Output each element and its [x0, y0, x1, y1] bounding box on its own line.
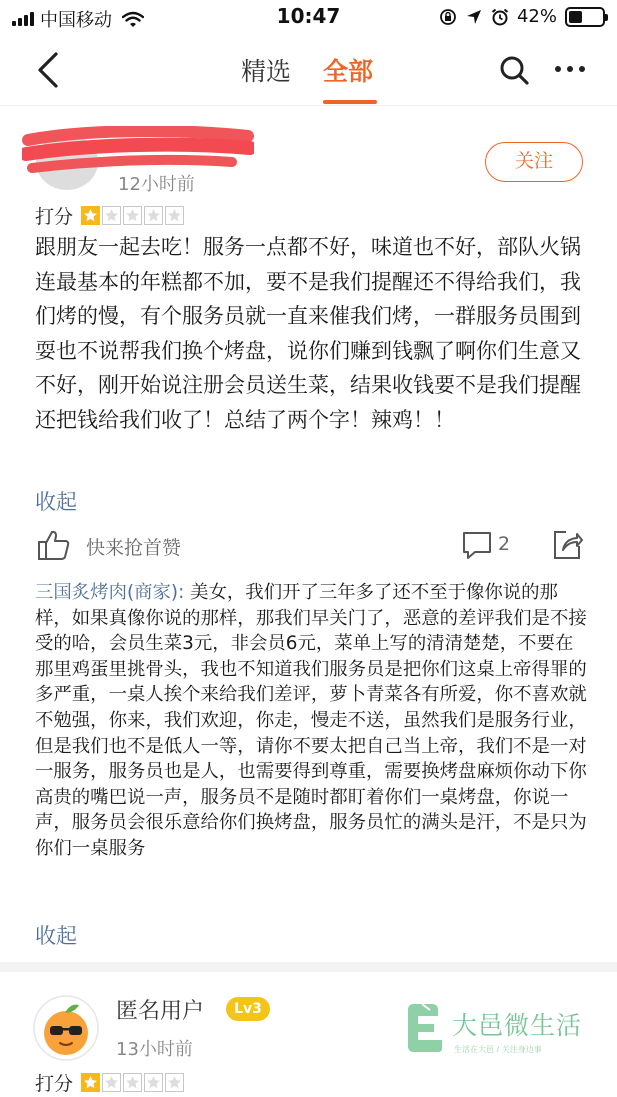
review-body: 跟朋友一起去吃！服务一点都不好，味道也不好，部队火锅连最基本的年糕都不加，要不是我们提醒还不得给我们，我们烤的慢，有个服务员就一直来催我们烤，一群服务员围到耍也不说帮我们换个烤盘，说你们赚到钱飘了啊你们生意又不好，刚开始说注册会员送生菜，结果收钱要不是我们提醒还把钱给我们收了！总结了两个字！辣鸡！！ — [35, 235, 581, 432]
share-icon[interactable] — [553, 528, 583, 560]
star-rating — [81, 206, 184, 225]
status-bar — [0, 0, 617, 36]
like-hint[interactable]: 快来抢首赞 — [86, 537, 182, 559]
thumbs-up-icon[interactable] — [37, 528, 71, 562]
back-chevron-icon[interactable] — [30, 48, 70, 92]
watermark-slogan: 生活在大邑 / 关注身边事 — [454, 1045, 542, 1054]
merchant-reply-text: 美女，我们开了三年多了还不至于像你说的那样，如果真像你说的那样，那我们早关门了，恶意的差评我们是不接受的哈，会员生菜3元，非会员6元，菜单上写的清清楚楚，不要在那里鸡蛋里挑骨头，我也不知道我们服务员是把你们这桌上帝得罪的多严重，一桌人挨个来给我们差评，萝卜青菜各有所爱，你不喜欢就不勉强，你来，我们欢迎，你走，慢走不送，虽然我们是服务行业，但是我们也不是低人一等，请你不要太把自己当上帝，我们不是一对一服务，服务员也是人，也需要得到尊重，需要换烤盘麻烦你动下你高贵的嘴巴说一声，服务员不是随时都盯着你们一桌烤盘，你说一声，服务员会很乐意给你们换烤盘，服务员忙的满头是汗，不是只为你们一桌服务 — [35, 582, 587, 859]
review-time: 12小时前 — [118, 174, 195, 195]
nav-bar — [0, 36, 617, 106]
star-icon — [81, 1073, 100, 1092]
location-icon — [465, 8, 483, 26]
section-divider — [0, 962, 617, 972]
watermark — [402, 1002, 602, 1060]
star-icon — [123, 206, 142, 225]
rating-label: 打分 — [35, 206, 74, 228]
star-icon — [102, 1073, 121, 1092]
collapse-reply-link[interactable]: 收起 — [35, 924, 77, 948]
watermark-title: 大邑微生活 — [452, 1011, 583, 1040]
battery-icon — [565, 7, 605, 27]
status-right — [439, 6, 605, 27]
star-icon — [102, 206, 121, 225]
alarm-icon — [491, 8, 509, 26]
merchant-reply — [35, 580, 587, 862]
battery-percent: 42% — [516, 6, 557, 27]
level-badge: Lv3 — [226, 997, 270, 1021]
follow-button[interactable]: 关注 — [485, 142, 583, 182]
star-icon — [165, 206, 184, 225]
more-icon[interactable] — [553, 62, 587, 76]
active-tab-indicator — [323, 100, 377, 104]
star-icon — [144, 206, 163, 225]
star-icon — [165, 1073, 184, 1092]
star-icon — [123, 1073, 142, 1092]
search-icon[interactable] — [498, 54, 530, 86]
orange-avatar-icon[interactable] — [33, 995, 99, 1061]
collapse-review-link[interactable]: 收起 — [35, 490, 77, 514]
merchant-name[interactable]: 三国炙烤肉(商家): — [35, 582, 185, 603]
clock: 10:47 — [276, 4, 341, 28]
star-icon — [144, 1073, 163, 1092]
comment-count[interactable]: 2 — [498, 533, 511, 555]
rating-label: 打分 — [35, 1073, 74, 1095]
star-icon — [81, 206, 100, 225]
tab-featured[interactable]: 精选 — [241, 57, 292, 86]
tab-all[interactable]: 全部 — [323, 57, 374, 86]
comment-icon[interactable] — [462, 530, 492, 560]
review-time: 13小时前 — [116, 1039, 193, 1060]
star-rating — [81, 1073, 184, 1092]
reviewer-name[interactable]: 匿名用户 — [116, 999, 205, 1024]
carrier-name: 中国移动 — [40, 10, 112, 31]
rating-row — [35, 202, 184, 229]
review-actions — [0, 524, 617, 566]
watermark-logo-icon — [402, 1002, 448, 1054]
rating-row — [35, 1069, 184, 1096]
battery-fill — [569, 11, 582, 23]
rotation-lock-icon — [439, 8, 457, 26]
